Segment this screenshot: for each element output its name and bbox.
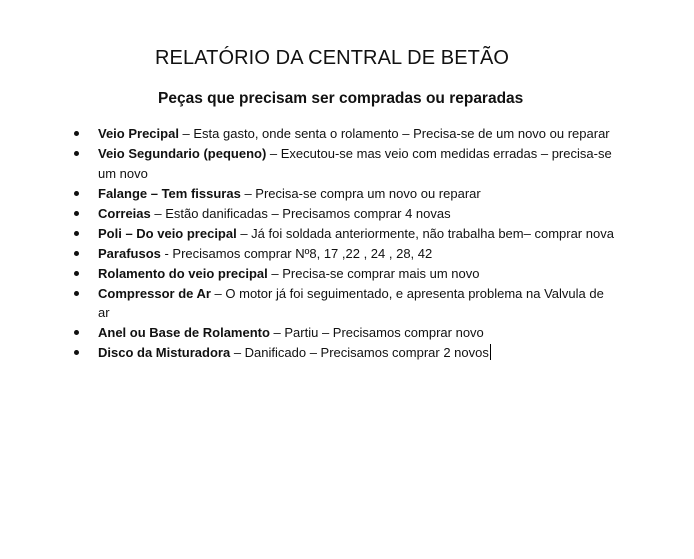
document-subtitle: Peças que precisam ser compradas ou reparadas xyxy=(158,90,524,107)
part-name: Disco da Misturadora xyxy=(98,345,231,360)
list-item xyxy=(0,343,618,363)
part-description: - Precisamos comprar Nº8, 17 ,22 , 24 , 28, 42 xyxy=(160,245,433,261)
bullet-icon xyxy=(74,231,79,236)
list-item xyxy=(0,124,618,144)
part-name: Veio Precipal xyxy=(98,126,179,141)
bullet-icon xyxy=(74,271,79,276)
part-description: – Esta gasto, onde senta o rolamento – Precisa-se de um novo ou reparar xyxy=(178,126,610,141)
part-description: – Precisa-se compra um novo ou reparar xyxy=(240,185,481,201)
list-item xyxy=(0,144,618,183)
text-cursor xyxy=(490,344,491,360)
list-item xyxy=(0,244,618,264)
part-name: Rolamento do veio precipal xyxy=(98,265,268,281)
list-item xyxy=(0,323,618,343)
bullet-icon xyxy=(74,291,79,296)
part-description: – Já foi soldada anteriormente, não trabalha bem– comprar nova xyxy=(236,225,614,241)
part-description: – Executou-se mas veio com medidas erradas – precisa-se um novo xyxy=(98,146,612,181)
bullet-icon xyxy=(74,251,79,256)
part-description: – Estão danificadas – Precisamos comprar 4 novas xyxy=(150,205,451,221)
part-name: Anel ou Base de Rolamento xyxy=(98,325,270,340)
bullet-icon xyxy=(74,151,79,156)
list-item xyxy=(0,284,618,323)
part-name: Compressor de Ar xyxy=(98,285,211,301)
part-name: Parafusos xyxy=(98,245,161,261)
part-name: Falange – Tem fissuras xyxy=(98,185,241,201)
list-item xyxy=(0,224,618,244)
list-item xyxy=(0,204,618,224)
list-item xyxy=(0,184,618,204)
bullet-icon xyxy=(74,330,79,335)
part-description: – O motor já foi seguimentado, e apresenta problema na Valvula de ar xyxy=(98,285,604,320)
part-description: – Partiu – Precisamos comprar novo xyxy=(269,325,484,340)
document-title: RELATÓRIO DA CENTRAL DE BETÃO xyxy=(155,47,510,69)
list-item xyxy=(0,264,618,284)
bullet-icon xyxy=(74,131,79,136)
bullet-icon xyxy=(74,211,79,216)
part-name: Poli – Do veio precipal xyxy=(98,225,237,241)
bullet-icon xyxy=(74,191,79,196)
part-name: Correias xyxy=(98,205,151,221)
part-description: – Danificado – Precisamos comprar 2 novos xyxy=(230,345,489,360)
bullet-icon xyxy=(74,350,79,355)
parts-list xyxy=(0,124,694,363)
part-name: Veio Segundario (pequeno) xyxy=(98,146,267,161)
part-description: – Precisa-se comprar mais um novo xyxy=(267,265,480,281)
